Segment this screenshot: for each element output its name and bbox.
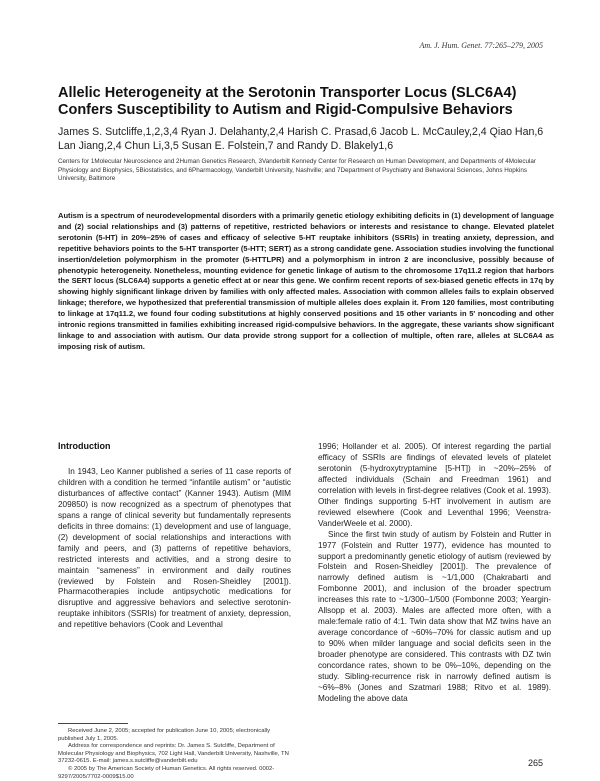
affiliations: Centers for 1Molecular Neuroscience and 2Human Genetics Research, 3Vanderbilt Kennedy Center for Research on Human Development, and Departments of 4Molecular Physiology and Biophysics, 5Biostatistics, and 6Pharmacology, Vanderbilt University, Nashville; and 7Department of Psychiatry and Behavioral Sciences, Johns Hopkins University, Baltimore	[58, 158, 536, 183]
footnote-copyright: © 2005 by The American Society of Human Genetics. All rights reserved. 0002-9297/2005/7702-0009$15.00	[58, 765, 275, 780]
footnote-received: Received June 2, 2005; accepted for publication June 10, 2005; electronically published July 1, 2005.	[58, 728, 271, 742]
page-number: 265	[527, 758, 543, 768]
footnote-address: Address for correspondence and reprints: Dr. James S. Sutcliffe, Department of Molecular Physiology and Biophysics, 702 Light Hall, Vanderbilt University, Nashville, TN 37232-0615. E-mail: james.s.sutcliffe@vanderbilt.edu	[58, 743, 289, 765]
abstract: Autism is a spectrum of neurodevelopmental disorders with a primarily genetic etiology exhibiting deficits in (1) development of language and (2) social relationships and (3) patterns of repetitive, restricted behaviors or interests and resistance to change. Elevated platelet serotonin (5-HT) in 20%–25% of cases and efficacy of selective 5-HT reuptake inhibitors (SSRIs) in treating anxiety, depression, and repetitive behaviors points to the 5-HT transporter (5-HTT; SERT) as a strong candidate gene. Association studies involving the functional insertion/deletion polymorphism in the promoter (5-HTTLPR) and a polymorphism in intron 2 are inconclusive, possibly because of phenotypic heterogeneity. Nonetheless, mounting evidence for genetic linkage of autism to the chromosome 17q11.2 region that harbors the SERT locus (SLC6A4) supports a genetic effect at or near this gene. We confirm recent reports of sex-biased genetic effects in 17q by showing highly significant linkage driven by families with only affected males. Association with common alleles fails to explain observed linkage; therefore, we hypothesized that preferential transmission of multiple alleles does explain it. From 120 families, most contributing to linkage at 17q11.2, we found four coding substitutions at highly conserved positions and 15 other variants in 5' noncoding and other intronic regions transmitted in families exhibiting increased rigid-compulsive behaviors. In the aggregate, these variants show significant linkage to and association with autism. Our data provide strong support for a collection of multiple, often rare, alleles at SLC6A4 as imposing risk of autism.	[58, 211, 554, 351]
section-heading-introduction: Introduction	[58, 441, 111, 451]
body-column-left	[58, 467, 291, 631]
footnote-divider	[58, 723, 128, 724]
intro-paragraph-1: In 1943, Leo Kanner published a series of 11 case reports of children with a condition he termed “infantile autism” or “autistic disturbances of affective contact” (Kanner 1943). Autism (MIM 209850) is now recognized as a spectrum of phenotypes that spans a range of clinical severity but fundamentally represents deficits in three domains: (1) development and use of language, (2) development of social relationships and interactions with family and peers, and (3) patterns of repetitive behaviors, restricted interests and activities, and a strong desire to maintain “sameness” in environment and daily routines (reviewed by Folstein and Rosen-Sheidley [2001]). Pharmacotherapies include antipsychotic medications for disruptive and aggressive behaviors and selective serotonin-reuptake inhibitors (SSRIs) for treatment of anxiety, depression, and repetitive behaviors (Cook and Leventhal	[58, 467, 291, 630]
intro-paragraph-2: Since the first twin study of autism by Folstein and Rutter in 1977 (Folstein and Rutter 1977), evidence has mounted to support a predominantly genetic etiology of autism (reviewed by Folstein and Rosen-Sheidley [2001]). The prevalence of narrowly defined autism is ~1/1,000 (Chakrabarti and Fombonne 2001), and inclusion of the broader spectrum increases this rate to ~1/300–1/500 (Fombonne 2003; Yeargin-Allsopp et al. 2003). Males are affected more often, with a male:female ratio of 4:1. Twin data show that MZ twins have an average concordance of ~60%–70% for classic autism and up to 90% when milder language and social deficits seen in the broader phenotype are considered. This contrasts with DZ twin concordance rates, shown to be 0%–10%, depending on the study. Sibling-recurrence risk in narrowly defined autism is ~6%–8% (Jones and Szatmari 1988; Ritvo et al. 1989). Modeling the above data	[318, 529, 551, 703]
footnotes	[58, 728, 292, 781]
body-column-right	[318, 442, 551, 705]
article-title: Allelic Heterogeneity at the Serotonin Transporter Locus (SLC6A4) Confers Susceptibility to Autism and Rigid-Compulsive Behaviors	[58, 85, 517, 118]
author-list: James S. Sutcliffe,1,2,3,4 Ryan J. Delahanty,2,4 Harish C. Prasad,6 Jacob L. McCauley,2,4 Qiao Han,6 Lan Jiang,2,4 Chun Li,3,5 Susan E. Folstein,7 and Randy D. Blakely1,6	[58, 126, 544, 152]
journal-reference: Am. J. Hum. Genet. 77:265–279, 2005	[419, 41, 543, 50]
intro-paragraph-continued: 1996; Hollander et al. 2005). Of interest regarding the partial efficacy of SSRIs are findings of elevated levels of platelet serotonin (5-hydroxytryptamine [5-HT]) in ~20%–25% of affected individuals (Schain and Freedman 1961) and correlation with levels in first-degree relatives (Cook et al. 1993). Other findings supporting 5-HT involvement in autism are reviewed elsewhere (Cook and Leventhal 1996; Veenstra-VanderWeele et al. 2000).	[318, 442, 551, 528]
